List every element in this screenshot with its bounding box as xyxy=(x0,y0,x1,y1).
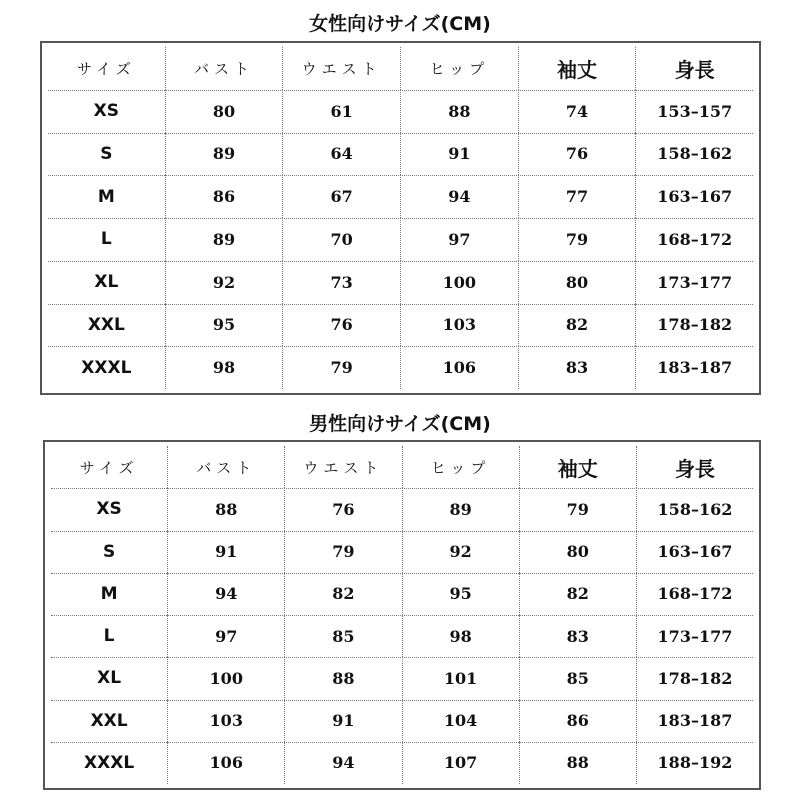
sleeve-cell: 80 xyxy=(518,261,636,304)
header-row xyxy=(51,446,753,488)
men-table-title: 男性向けサイズ(CM) xyxy=(309,413,491,435)
height-cell: 163–167 xyxy=(635,175,753,218)
table-row xyxy=(48,304,753,347)
bust-cell: 88 xyxy=(167,488,284,530)
hip-cell: 106 xyxy=(400,346,518,389)
women-table-title: 女性向けサイズ(CM) xyxy=(309,13,491,35)
waist-header: ウエスト xyxy=(284,446,401,488)
table-row xyxy=(51,531,753,573)
bust-cell: 92 xyxy=(165,261,283,304)
sleeve-cell: 85 xyxy=(519,657,636,699)
hip-cell: 95 xyxy=(402,573,519,615)
bust-cell: 89 xyxy=(165,218,283,261)
women-size-table xyxy=(40,41,761,395)
table-row xyxy=(48,346,753,389)
height-cell: 178–182 xyxy=(635,304,753,347)
waist-cell: 67 xyxy=(282,175,400,218)
size-label-cell: M xyxy=(100,583,118,604)
men-size-table xyxy=(43,440,761,790)
height-cell: 173–177 xyxy=(636,615,753,657)
size-label-cell: XXXL xyxy=(84,752,135,773)
sleeve-cell: 88 xyxy=(519,742,636,784)
size-label-cell: S xyxy=(100,143,113,164)
waist-header: ウエスト xyxy=(282,47,400,90)
sleeve-cell: 74 xyxy=(518,90,636,133)
hip-cell: 89 xyxy=(402,488,519,530)
hip-cell: 107 xyxy=(402,742,519,784)
table-row xyxy=(51,488,753,530)
hip-header: ヒップ xyxy=(402,446,519,488)
bust-cell: 94 xyxy=(167,573,284,615)
height-cell: 158–162 xyxy=(636,488,753,530)
sleeve-cell: 79 xyxy=(518,218,636,261)
bust-cell: 106 xyxy=(167,742,284,784)
height-cell: 168–172 xyxy=(636,573,753,615)
sleeve-header: 袖丈 xyxy=(518,47,636,90)
height-header: 身長 xyxy=(636,446,753,488)
waist-cell: 76 xyxy=(284,488,401,530)
height-cell: 188–192 xyxy=(636,742,753,784)
height-cell: 163–167 xyxy=(636,531,753,573)
bust-cell: 97 xyxy=(167,615,284,657)
height-cell: 183–187 xyxy=(636,700,753,742)
table-row xyxy=(48,90,753,133)
hip-cell: 103 xyxy=(400,304,518,347)
waist-cell: 85 xyxy=(284,615,401,657)
table-row xyxy=(51,742,753,784)
size-label-cell: L xyxy=(103,626,115,647)
table-row xyxy=(48,261,753,304)
size-label-cell: S xyxy=(102,541,116,562)
bust-cell: 91 xyxy=(167,531,284,573)
hip-cell: 91 xyxy=(400,133,518,176)
hip-cell: 104 xyxy=(402,700,519,742)
table-row xyxy=(48,218,753,261)
hip-cell: 101 xyxy=(402,657,519,699)
bust-cell: 95 xyxy=(165,304,283,347)
sleeve-cell: 80 xyxy=(519,531,636,573)
sleeve-cell: 79 xyxy=(519,488,636,530)
sleeve-header: 袖丈 xyxy=(519,446,636,488)
bust-cell: 100 xyxy=(167,657,284,699)
height-cell: 153–157 xyxy=(635,90,753,133)
sleeve-cell: 82 xyxy=(519,573,636,615)
sleeve-cell: 76 xyxy=(518,133,636,176)
waist-cell: 70 xyxy=(282,218,400,261)
table-row xyxy=(51,657,753,699)
size-label-cell: XXL xyxy=(90,710,128,731)
height-cell: 158–162 xyxy=(635,133,753,176)
table-row xyxy=(48,133,753,176)
sleeve-cell: 83 xyxy=(519,615,636,657)
waist-cell: 88 xyxy=(284,657,401,699)
sleeve-cell: 77 xyxy=(518,175,636,218)
size-label-cell: XL xyxy=(94,272,119,293)
bust-cell: 98 xyxy=(165,346,283,389)
bust-cell: 103 xyxy=(167,700,284,742)
height-cell: 173–177 xyxy=(635,261,753,304)
waist-cell: 61 xyxy=(282,90,400,133)
waist-cell: 79 xyxy=(284,531,401,573)
waist-cell: 79 xyxy=(282,346,400,389)
hip-cell: 88 xyxy=(400,90,518,133)
size-label-cell: L xyxy=(100,229,112,250)
hip-cell: 100 xyxy=(400,261,518,304)
sleeve-cell: 86 xyxy=(519,700,636,742)
waist-cell: 73 xyxy=(282,261,400,304)
height-cell: 168–172 xyxy=(635,218,753,261)
height-cell: 178–182 xyxy=(636,657,753,699)
sleeve-cell: 83 xyxy=(518,346,636,389)
size-label-cell: XS xyxy=(93,101,120,122)
size-label-cell: XL xyxy=(97,668,122,689)
bust-cell: 80 xyxy=(165,90,283,133)
hip-header: ヒップ xyxy=(400,47,518,90)
hip-cell: 97 xyxy=(400,218,518,261)
waist-cell: 91 xyxy=(284,700,401,742)
size-label-cell: XS xyxy=(96,499,122,520)
waist-cell: 94 xyxy=(284,742,401,784)
size-header: サイズ xyxy=(79,458,139,477)
size-header: サイズ xyxy=(76,59,136,78)
waist-cell: 64 xyxy=(282,133,400,176)
bust-cell: 86 xyxy=(165,175,283,218)
table-row xyxy=(48,175,753,218)
bust-cell: 89 xyxy=(165,133,283,176)
table-row xyxy=(51,573,753,615)
hip-cell: 98 xyxy=(402,615,519,657)
size-label-cell: XXL xyxy=(87,314,125,335)
header-row xyxy=(48,47,753,90)
bust-header: バスト xyxy=(165,47,283,90)
waist-cell: 82 xyxy=(284,573,401,615)
table-row xyxy=(51,700,753,742)
height-cell: 183–187 xyxy=(635,346,753,389)
height-header: 身長 xyxy=(635,47,753,90)
waist-cell: 76 xyxy=(282,304,400,347)
hip-cell: 92 xyxy=(402,531,519,573)
bust-header: バスト xyxy=(167,446,284,488)
sleeve-cell: 82 xyxy=(518,304,636,347)
hip-cell: 94 xyxy=(400,175,518,218)
size-label-cell: M xyxy=(97,186,115,207)
size-label-cell: XXXL xyxy=(81,357,132,378)
table-row xyxy=(51,615,753,657)
